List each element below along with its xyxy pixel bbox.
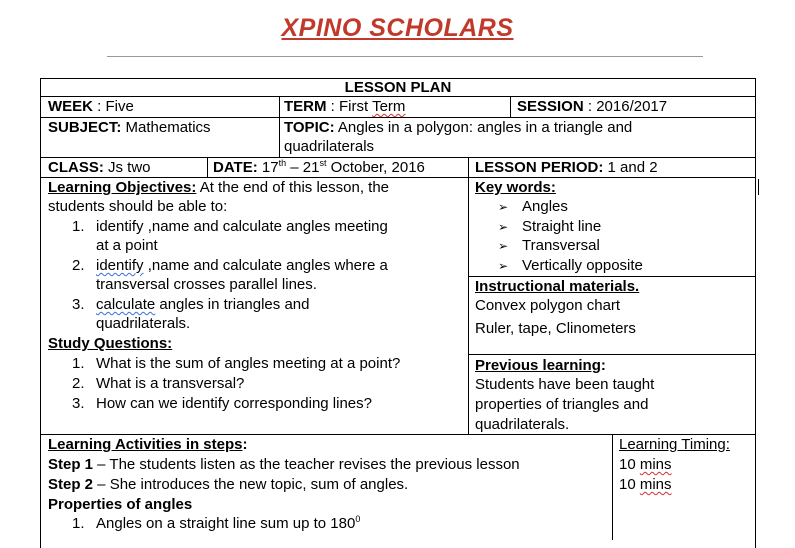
objective-item: 2. identify ,name and calculate angles where a xyxy=(72,257,388,274)
study-question: 1. What is the sum of angles meeting at a point? xyxy=(72,355,401,372)
objectives-intro: students should be able to: xyxy=(48,198,228,215)
objectives-label: Learning Objectives: xyxy=(48,179,197,196)
subject-value: Mathematics xyxy=(121,119,211,136)
session-label: SESSION xyxy=(517,98,584,115)
col-divider xyxy=(279,96,280,157)
objective-item: 3. calculate angles in triangles and xyxy=(72,296,310,313)
study-questions-label: Study Questions: xyxy=(48,335,173,352)
term-cell: TERM : First Term xyxy=(284,98,406,115)
row-divider xyxy=(468,354,756,355)
arrow-bullet-icon: ➢ xyxy=(498,239,509,253)
keyword-item: ➢ Straight line xyxy=(498,217,601,238)
school-title: XPINO SCHOLARS xyxy=(281,14,514,42)
header-divider xyxy=(107,56,703,57)
property-item: 1. Angles on a straight line sum up to $180^0$ xyxy=(72,514,361,532)
previous-learning-label: Previous learning xyxy=(475,357,601,374)
activity-step: Step 2 – She introduces the new topic, sum of angles. xyxy=(48,476,409,493)
objective-item-cont: transversal crosses parallel lines. xyxy=(96,276,317,293)
lesson-plan-heading: LESSON PLAN xyxy=(344,79,452,96)
subject-cell xyxy=(48,118,211,138)
period-value: 1 and 2 xyxy=(603,159,658,176)
class-cell xyxy=(48,158,151,178)
keywords-label: Key words: xyxy=(475,179,556,196)
timing-label: Learning Timing: xyxy=(619,436,730,453)
topic-value-line2: quadrilaterals xyxy=(284,138,375,155)
objectives-heading: Learning Objectives: At the end of this lesson, the xyxy=(48,179,390,196)
objective-item-cont: at a point xyxy=(96,237,158,254)
previous-learning-line: Students have been taught xyxy=(475,376,655,393)
topic-label: TOPIC: xyxy=(284,119,335,136)
col-divider xyxy=(612,434,613,540)
study-question: 3. How can we identify corresponding lines? xyxy=(72,395,372,412)
objective-item-cont: quadrilaterals. xyxy=(96,315,191,332)
date-label: DATE: xyxy=(213,159,258,176)
materials-line: Convex polygon chart xyxy=(475,297,621,314)
week-label: WEEK xyxy=(48,98,93,115)
term-label: TERM xyxy=(284,98,327,115)
activities-heading: Learning Activities in steps: xyxy=(48,436,248,453)
timing-value: 10 mins xyxy=(619,476,672,493)
class-label: CLASS: xyxy=(48,159,104,176)
term-value-word: Term xyxy=(372,98,406,115)
session-value: 2016/2017 xyxy=(596,98,668,115)
period-label: LESSON PERIOD: xyxy=(475,159,604,176)
materials-label: Instructional materials. xyxy=(475,278,640,295)
keyword-item: ➢ Transversal xyxy=(498,236,600,257)
activities-label: Learning Activities in steps xyxy=(48,436,243,453)
text-cursor xyxy=(758,179,759,195)
date-cell: DATE: 17th – 21st October, 2016 xyxy=(213,158,425,176)
previous-learning-heading: Previous learning: xyxy=(475,357,606,374)
col-divider xyxy=(510,96,511,117)
previous-learning-line: quadrilaterals. xyxy=(475,416,570,433)
properties-heading: Properties of angles xyxy=(48,496,193,513)
arrow-bullet-icon: ➢ xyxy=(498,200,509,214)
col-divider xyxy=(207,157,208,177)
session-cell: SESSION : 2016/2017 xyxy=(517,98,668,115)
previous-learning-line: properties of triangles and xyxy=(475,396,649,413)
week-cell: WEEK : Five xyxy=(48,98,134,115)
topic-value: Angles in a polygon: angles in a triangle and xyxy=(334,119,633,136)
term-value: First xyxy=(339,98,373,115)
class-value: Js two xyxy=(103,159,151,176)
keyword-item: ➢ Vertically opposite xyxy=(498,256,643,277)
objective-item: 1. identify ,name and calculate angles meeting xyxy=(72,218,388,235)
period-cell xyxy=(475,158,658,178)
keyword-item: ➢ Angles xyxy=(498,197,568,218)
arrow-bullet-icon: ➢ xyxy=(498,259,509,273)
activity-step: Step 1 – The students listen as the teacher revises the previous lesson xyxy=(48,456,520,473)
timing-value: 10 mins xyxy=(619,456,672,473)
topic-cell xyxy=(284,118,632,138)
materials-line: Ruler, tape, Clinometers xyxy=(475,320,636,337)
week-value: Five xyxy=(105,98,134,115)
subject-label: SUBJECT: xyxy=(48,119,122,136)
study-question: 2. What is a transversal? xyxy=(72,375,245,392)
col-divider xyxy=(468,157,469,434)
arrow-bullet-icon: ➢ xyxy=(498,220,509,234)
